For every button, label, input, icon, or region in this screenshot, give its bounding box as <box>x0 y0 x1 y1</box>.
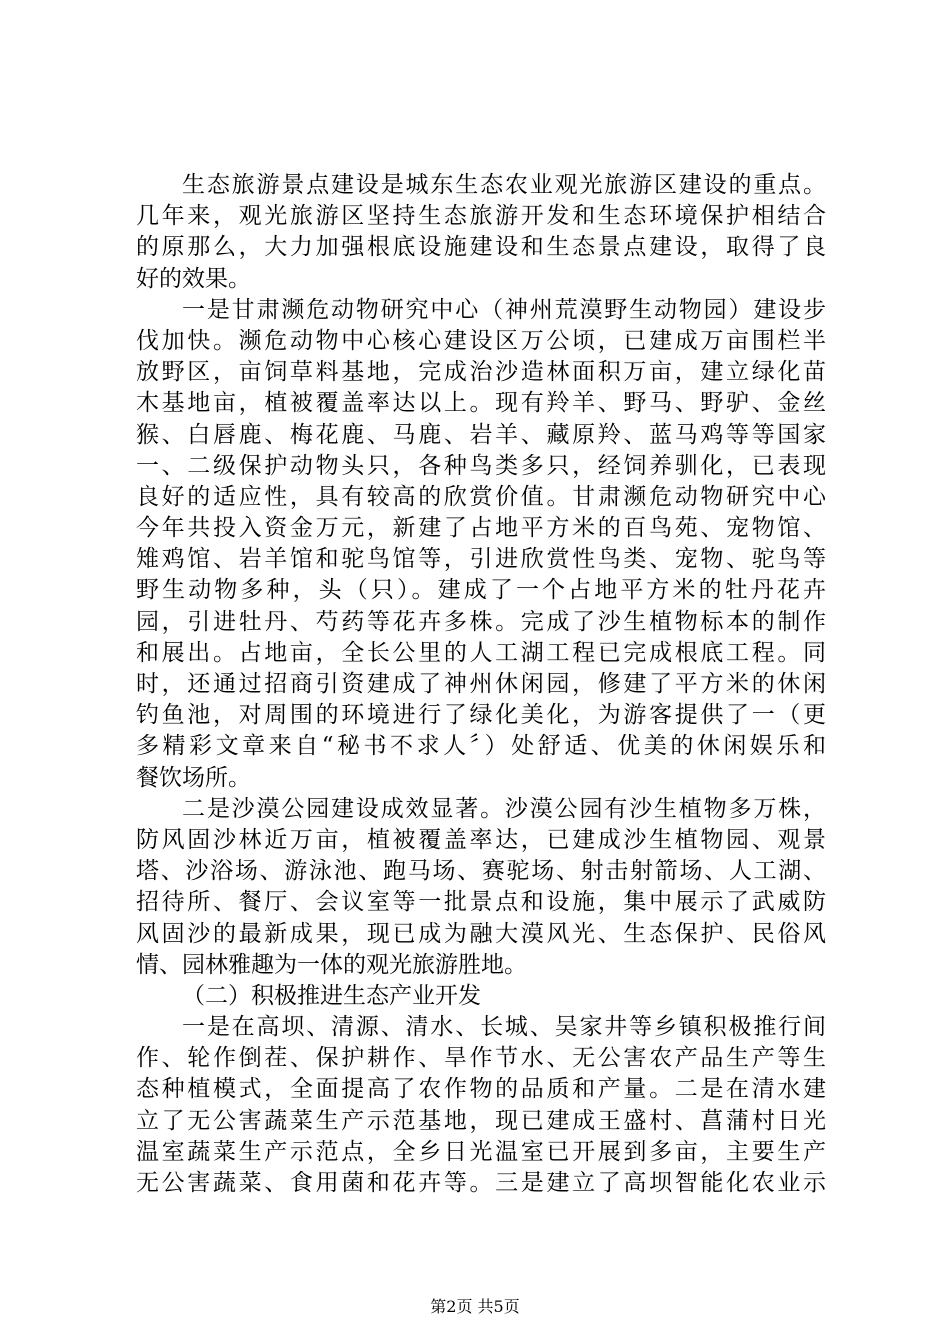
text-line: 园，引进牡丹、芍药等花卉多株。完成了沙生植物标本的制作 <box>136 608 826 635</box>
text-line: 和展出。占地亩，全长公里的人工湖工程已完成根底工程。同 <box>136 639 826 666</box>
text-line: 温室蔬菜生产示范点，全乡日光温室已开展到多亩，主要生产 <box>136 1138 826 1165</box>
text-line: 多精彩文章来自“秘书不求人〞）处舒适、优美的休闲娱乐和 <box>136 733 826 760</box>
text-line: 作、轮作倒茬、保护耕作、旱作节水、无公害农产品生产等生 <box>136 1045 826 1072</box>
text-line: 的原那么，大力加强根底设施建设和生态景点建设，取得了良 <box>136 234 826 261</box>
text-line: 一是甘肃濒危动物研究中心（神州荒漠野生动物园）建设步 <box>182 296 826 323</box>
text-line: 一是在高坝、清源、清水、长城、吴家井等乡镇积极推行间 <box>182 1014 826 1041</box>
text-line: 钓鱼池，对周围的环境进行了绿化美化，为游客提供了一（更 <box>136 702 826 729</box>
text-line: 情、园林雅趣为一体的观光旅游胜地。 <box>136 951 527 978</box>
document-body <box>136 170 826 1199</box>
text-line: 几年来，观光旅游区坚持生态旅游开发和生态环境保护相结合 <box>136 203 826 230</box>
text-line: 塔、沙浴场、游泳池、跑马场、赛驼场、射击射箭场、人工湖、 <box>136 858 826 885</box>
page-number-footer: 第2页 共5页 <box>430 1297 520 1316</box>
text-line: 态种植模式，全面提高了农作物的品质和产量。二是在清水建 <box>136 1076 826 1103</box>
text-line: 一、二级保护动物头只，各种鸟类多只，经饲养驯化，已表现 <box>136 452 826 479</box>
section-heading: （二）积极推进生态产业开发 <box>182 982 481 1009</box>
text-line: 猴、白唇鹿、梅花鹿、马鹿、岩羊、藏原羚、蓝马鸡等等国家 <box>136 421 826 448</box>
text-line: 伐加快。濒危动物中心核心建设区万公顷，已建成万亩围栏半 <box>136 327 826 354</box>
text-line: 二是沙漠公园建设成效显著。沙漠公园有沙生植物多万株， <box>182 795 826 822</box>
text-line: 好的效果。 <box>136 265 251 292</box>
text-line: 立了无公害蔬菜生产示范基地，现已建成王盛村、菖蒲村日光 <box>136 1107 826 1134</box>
text-line: 生态旅游景点建设是城东生态农业观光旅游区建设的重点。 <box>182 172 826 198</box>
text-line: 良好的适应性，具有较高的欣赏价值。甘肃濒危动物研究中心 <box>136 483 826 510</box>
text-line: 招待所、餐厅、会议室等一批景点和设施，集中展示了武威防 <box>136 889 826 916</box>
text-line: 无公害蔬菜、食用菌和花卉等。三是建立了高坝智能化农业示 <box>136 1170 826 1196</box>
text-line: 风固沙的最新成果，现已成为融大漠风光、生态保护、民俗风 <box>136 920 826 947</box>
text-line: 时，还通过招商引资建成了神州休闲园，修建了平方米的休闲 <box>136 671 826 697</box>
text-line: 雉鸡馆、岩羊馆和驼鸟馆等，引进欣赏性鸟类、宠物、驼鸟等 <box>136 546 826 573</box>
text-line: 野生动物多种，头（只）。建成了一个占地平方米的牡丹花卉 <box>136 577 826 604</box>
text-line: 防风固沙林近万亩，植被覆盖率达，已建成沙生植物园、观景 <box>136 826 826 853</box>
text-line: 放野区，亩饲草料基地，完成治沙造林面积万亩，建立绿化苗 <box>136 359 826 386</box>
text-line: 餐饮场所。 <box>136 764 251 791</box>
text-line: 今年共投入资金万元，新建了占地平方米的百鸟苑、宠物馆、 <box>136 515 826 542</box>
text-line: 木基地亩，植被覆盖率达以上。现有羚羊、野马、野驴、金丝 <box>136 390 826 417</box>
